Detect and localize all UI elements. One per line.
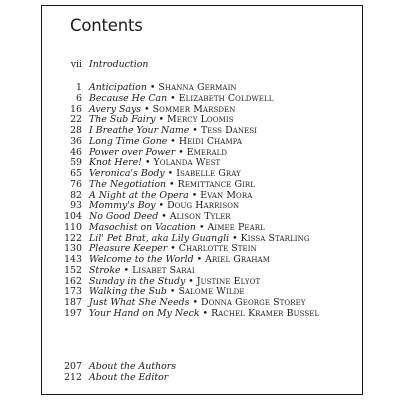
toc-entry <box>89 223 265 233</box>
entry-title: Because He Can <box>89 92 168 104</box>
entry-author: Heidi Champa <box>178 135 243 147</box>
bullet-separator: • <box>169 286 176 298</box>
bullet-separator: • <box>144 103 150 115</box>
entry-author: Mercy Loomis <box>167 114 234 126</box>
entry-title: Pleasure Keeper <box>89 243 168 255</box>
page-number: 122 <box>64 232 82 244</box>
toc-row-introduction <box>42 60 362 71</box>
bullet-separator: • <box>170 92 176 104</box>
toc-entry <box>89 362 176 372</box>
page-number: 162 <box>64 275 82 287</box>
page-number: 65 <box>70 168 82 179</box>
entry-author: Remittance Girl <box>177 178 256 190</box>
entry-title: Mommy's Boy <box>89 200 156 212</box>
page-number: 197 <box>64 307 82 319</box>
entry-title: I Breathe Your Name <box>89 125 190 136</box>
toc-entry <box>89 148 227 158</box>
toc-entry <box>89 234 310 244</box>
page-number: 6 <box>76 92 82 104</box>
toc-back-matter <box>42 362 362 384</box>
page-number: 46 <box>70 146 82 158</box>
page-number: 130 <box>64 243 82 255</box>
toc-entry <box>89 105 235 115</box>
entry-author: Salome Wilde <box>178 286 245 298</box>
bullet-separator: • <box>192 125 198 136</box>
entry-author: Aimee Pearl <box>207 221 265 233</box>
toc-entry <box>89 373 168 383</box>
entry-title: About the Editor <box>89 371 169 383</box>
page-number: 93 <box>70 200 82 212</box>
page-number: vii <box>70 59 82 70</box>
entry-author: Rachel Kramer Bussel <box>211 307 320 319</box>
bullet-separator: • <box>178 146 184 158</box>
page-title: Contents <box>70 16 143 35</box>
page-number: 110 <box>64 221 82 233</box>
entry-title: Power over Power <box>89 146 176 158</box>
bullet-separator: • <box>149 82 156 93</box>
entry-title: Sunday in the Study <box>89 275 186 287</box>
entry-title: Your Hand on My Neck <box>89 307 200 319</box>
bullet-separator: • <box>169 178 175 190</box>
page-number: 36 <box>70 135 82 147</box>
page-number: 143 <box>64 254 82 265</box>
toc-entry <box>89 158 220 168</box>
entry-title: A Night at the Opera <box>89 189 189 201</box>
bullet-separator: • <box>170 135 176 147</box>
toc-row-story <box>42 309 362 320</box>
bullet-separator: • <box>144 157 151 169</box>
entry-author: Donna George Storey <box>201 297 306 308</box>
entry-author: Tess Danesi <box>200 125 258 136</box>
page-number: 76 <box>70 178 82 190</box>
toc-stories <box>42 83 362 320</box>
entry-author: Ariel Graham <box>205 254 271 265</box>
entry-title: Long Time Gone <box>89 135 168 147</box>
page-number: 22 <box>70 114 82 126</box>
page-number: 28 <box>70 125 82 136</box>
toc-entry <box>89 115 234 125</box>
page-number: 187 <box>64 297 82 308</box>
entry-title: The Negotiation <box>89 178 167 190</box>
toc-entry <box>89 60 148 70</box>
toc-entry <box>89 298 306 308</box>
toc-entry <box>89 191 252 201</box>
entry-author: Alison Tyler <box>169 211 231 222</box>
entry-author: Kissa Starling <box>240 232 310 244</box>
toc-entry <box>89 83 237 93</box>
bullet-separator: • <box>232 232 238 244</box>
entry-author: Shanna Germain <box>158 82 237 93</box>
entry-author: Sommer Marsden <box>152 103 236 115</box>
page-number: 212 <box>64 371 82 383</box>
entry-author: Emerald <box>186 146 228 158</box>
toc-entry <box>89 180 255 190</box>
page-number: 16 <box>70 103 82 115</box>
toc-entry <box>89 309 319 319</box>
entry-title: About the Authors <box>89 361 177 372</box>
page-number: 207 <box>64 361 82 372</box>
toc-entry <box>89 169 241 179</box>
toc-entry <box>89 244 257 254</box>
bullet-separator: • <box>170 243 176 255</box>
entry-title: Veronica's Body <box>89 168 165 179</box>
bullet-separator: • <box>123 264 130 276</box>
page-number: 1 <box>76 82 82 93</box>
entry-author: Justine Elyot <box>196 275 261 287</box>
entry-title: Lil' Pet Brat, aka Lily Guangli <box>89 232 230 244</box>
entry-author: Isabelle Gray <box>176 168 241 179</box>
page-number: 152 <box>64 264 82 276</box>
entry-title: The Sub Fairy <box>89 114 156 126</box>
entry-author: Charlotte Stein <box>178 243 257 255</box>
bullet-separator: • <box>192 297 198 308</box>
toc-entry <box>89 266 195 276</box>
entry-title: Avery Says <box>89 103 142 115</box>
toc-entry <box>89 201 239 211</box>
page-number: 82 <box>70 189 82 201</box>
entry-title: Anticipation <box>89 82 147 93</box>
entry-author: Lisabet Sarai <box>132 264 195 276</box>
contents-page <box>41 5 363 395</box>
toc-entry <box>89 94 273 104</box>
bullet-separator: • <box>198 221 205 233</box>
entry-author: Doug Harrison <box>167 200 240 212</box>
toc-entry <box>89 137 242 147</box>
page-number: 104 <box>64 211 82 222</box>
bullet-separator: • <box>188 275 194 287</box>
bullet-separator: • <box>161 211 167 222</box>
entry-title: Stroke <box>89 264 121 276</box>
toc-row-back-matter <box>42 373 362 384</box>
entry-author: Elizabeth Coldwell <box>178 92 274 104</box>
entry-title: Introduction <box>89 59 149 70</box>
entry-title: Walking the Sub <box>89 286 167 298</box>
entry-author: Evan Mora <box>200 189 253 201</box>
toc-entry <box>89 287 245 297</box>
entry-title: Welcome to the World <box>89 254 194 265</box>
entry-title: Knot Here! <box>89 157 142 169</box>
entry-author: Yolanda West <box>153 157 221 169</box>
toc-entry <box>89 126 257 136</box>
bullet-separator: • <box>191 189 198 201</box>
toc-entry <box>89 277 260 287</box>
bullet-separator: • <box>202 307 209 319</box>
bullet-separator: • <box>167 168 174 179</box>
bullet-separator: • <box>158 114 165 126</box>
page-number: 173 <box>64 286 82 298</box>
entry-title: Just What She Needs <box>89 297 190 308</box>
bullet-separator: • <box>158 200 165 212</box>
toc-entry <box>89 212 231 222</box>
toc-entry <box>89 255 270 265</box>
entry-title: No Good Deed <box>89 211 159 222</box>
toc-front-matter <box>42 60 362 71</box>
bullet-separator: • <box>196 254 203 265</box>
entry-title: Masochist on Vacation <box>89 221 196 233</box>
page-number: 59 <box>70 157 82 169</box>
